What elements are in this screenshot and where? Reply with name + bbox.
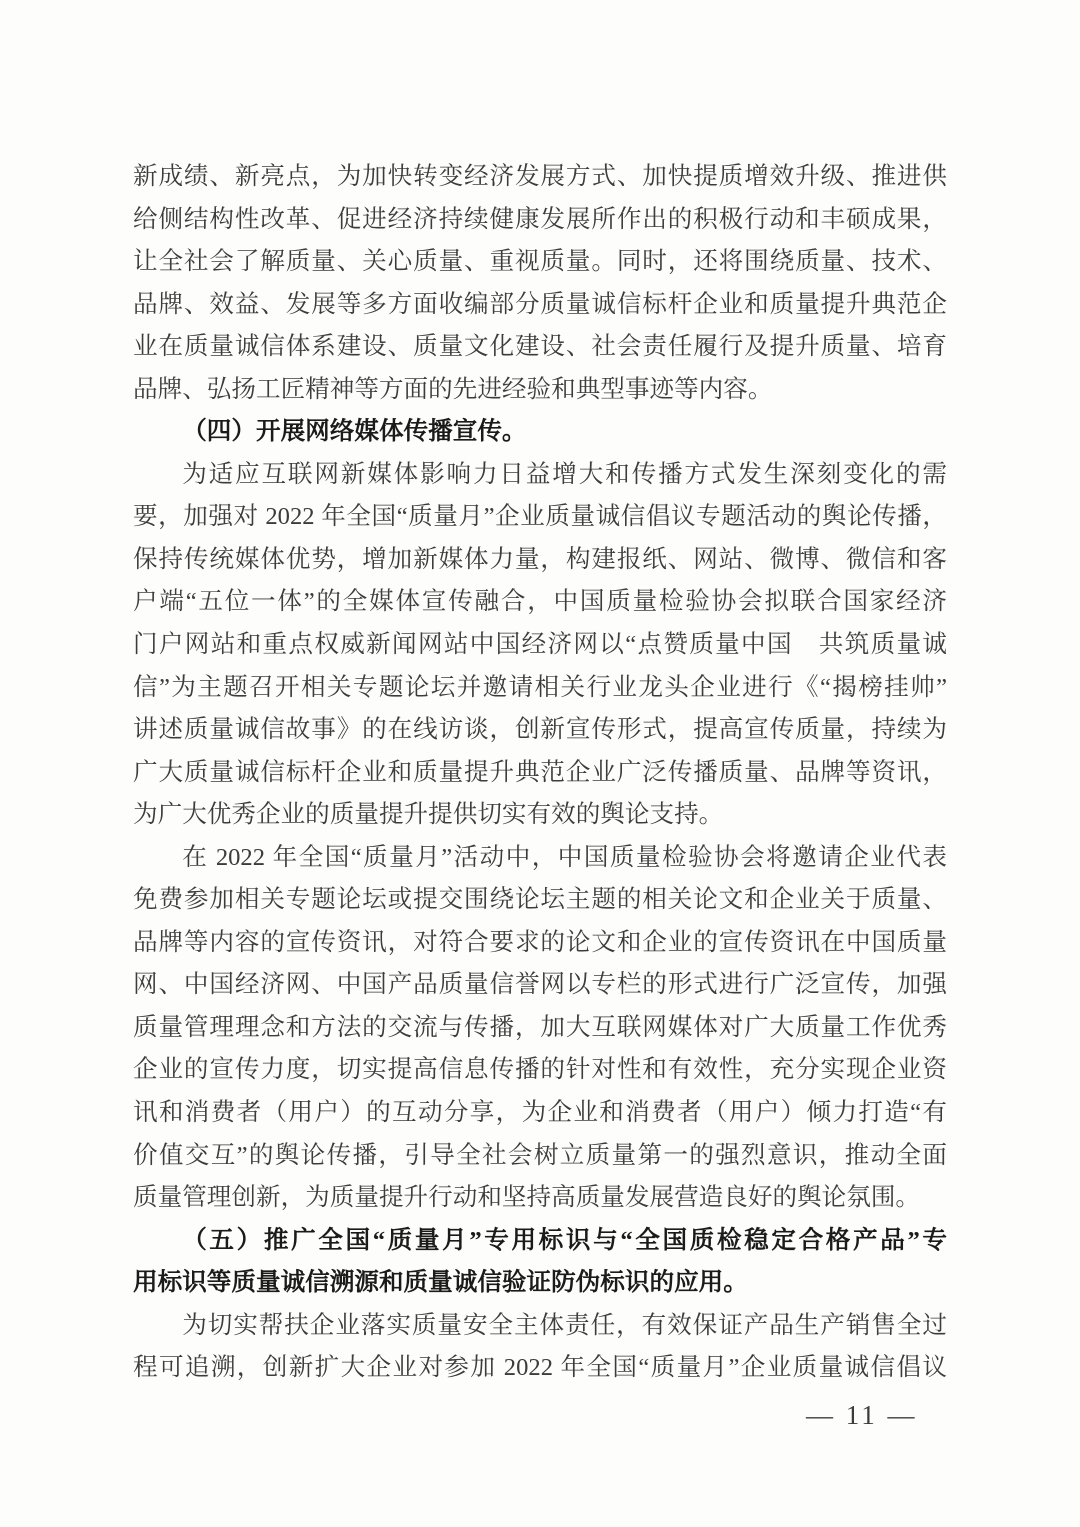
text-line: 要，加强对 2022 年全国“质量月”企业质量诚信倡议专题活动的舆论传播， bbox=[133, 503, 947, 531]
text-line: 为适应互联网新媒体影响力日益增大和传播方式发生深刻变化的需 bbox=[182, 460, 947, 488]
text-line: （四）开展网络媒体传播宣传。 bbox=[182, 418, 527, 446]
text-line: 保持传统媒体优势，增加新媒体力量，构建报纸、网站、微博、微信和客 bbox=[133, 545, 947, 573]
text-line: 在 2022 年全国“质量月”活动中，中国质量检验协会将邀请企业代表 bbox=[182, 843, 947, 871]
text-line: 企业的宣传力度，切实提高信息传播的针对性和有效性，充分实现企业资 bbox=[133, 1056, 947, 1084]
text-line: 讯和消费者（用户）的互动分享，为企业和消费者（用户）倾力打造“有 bbox=[133, 1099, 947, 1127]
text-line: 程可追溯，创新扩大企业对参加 2022 年全国“质量月”企业质量诚信倡议 bbox=[133, 1354, 947, 1382]
text-line: 品牌等内容的宣传资讯，对符合要求的论文和企业的宣传资讯在中国质量 bbox=[133, 928, 947, 956]
document-body bbox=[133, 156, 947, 1390]
text-line: 为广大优秀企业的质量提升提供切实有效的舆论支持。 bbox=[133, 801, 724, 829]
text-line: 给侧结构性改革、促进经济持续健康发展所作出的积极行动和丰硕成果， bbox=[133, 205, 947, 233]
text-line: 让全社会了解质量、关心质量、重视质量。同时，还将围绕质量、技术、 bbox=[133, 248, 947, 276]
text-line: （五）推广全国“质量月”专用标识与“全国质检稳定合格产品”专 bbox=[182, 1226, 947, 1254]
text-line: 业在质量诚信体系建设、质量文化建设、社会责任履行及提升质量、培育 bbox=[133, 333, 947, 361]
text-line: 质量管理创新，为质量提升行动和坚持高质量发展营造良好的舆论氛围。 bbox=[133, 1184, 921, 1212]
text-line: 品牌、效益、发展等多方面收编部分质量诚信标杆企业和质量提升典范企 bbox=[133, 290, 947, 318]
text-line: 网、中国经济网、中国产品质量信誉网以专栏的形式进行广泛宣传，加强 bbox=[133, 971, 947, 999]
text-line: 信”为主题召开相关专题论坛并邀请相关行业龙头企业进行《“揭榜挂帅” bbox=[133, 673, 947, 701]
text-line: 用标识等质量诚信溯源和质量诚信验证防伪标识的应用。 bbox=[133, 1269, 748, 1297]
text-line: 广大质量诚信标杆企业和质量提升典范企业广泛传播质量、品牌等资讯， bbox=[133, 758, 947, 786]
text-line: 品牌、弘扬工匠精神等方面的先进经验和典型事迹等内容。 bbox=[133, 375, 773, 403]
text-line: 户端“五位一体”的全媒体宣传融合，中国质量检验协会拟联合国家经济 bbox=[133, 588, 947, 616]
page-number: — 11 — bbox=[806, 1400, 918, 1430]
text-line: 为切实帮扶企业落实质量安全主体责任，有效保证产品生产销售全过 bbox=[182, 1311, 947, 1339]
text-line: 讲述质量诚信故事》的在线访谈，创新宣传形式，提高宣传质量，持续为 bbox=[133, 716, 947, 744]
text-line: 价值交互”的舆论传播，引导全社会树立质量第一的强烈意识，推动全面 bbox=[133, 1141, 947, 1169]
text-line: 质量管理理念和方法的交流与传播，加大互联网媒体对广大质量工作优秀 bbox=[133, 1013, 947, 1041]
text-line: 门户网站和重点权威新闻网站中国经济网以“点赞质量中国 共筑质量诚 bbox=[133, 631, 947, 659]
text-line: 免费参加相关专题论坛或提交围绕论坛主题的相关论文和企业关于质量、 bbox=[133, 886, 947, 914]
text-line: 新成绩、新亮点，为加快转变经济发展方式、加快提质增效升级、推进供 bbox=[133, 163, 947, 190]
